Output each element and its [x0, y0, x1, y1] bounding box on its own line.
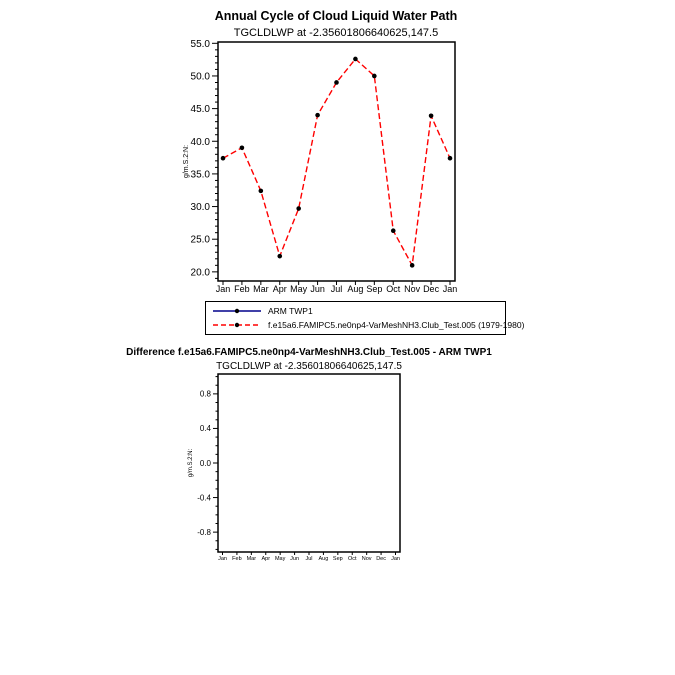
svg-text:45.0: 45.0 — [190, 104, 210, 116]
svg-text:0.0: 0.0 — [199, 458, 211, 468]
svg-text:0.4: 0.4 — [199, 424, 211, 434]
svg-text:20.0: 20.0 — [190, 267, 210, 279]
svg-text:Jan: Jan — [442, 284, 458, 294]
svg-text:Oct: Oct — [386, 284, 401, 294]
svg-text:Aug: Aug — [318, 556, 329, 562]
legend-item-model — [206, 318, 525, 332]
legend-label-model: f.e15a6.FAMIPC5.ne0np4-VarMeshNH3.Club_Test.005 (1979-1980) — [268, 320, 525, 330]
svg-text:Nov: Nov — [404, 284, 421, 294]
legend-line-sample-model — [211, 319, 263, 331]
legend-label-obs: ARM TWP1 — [268, 306, 313, 316]
chart-subtitle: TGCLDLWP at -2.35601806640625,147.5 — [233, 27, 439, 39]
svg-text:Dec: Dec — [376, 556, 386, 562]
svg-text:Jul: Jul — [330, 284, 343, 294]
chart-title: Annual Cycle of Cloud Liquid Water Path — [214, 9, 458, 23]
difference-chart — [126, 345, 545, 575]
svg-text:Jun: Jun — [310, 284, 325, 294]
difference-plot — [175, 370, 475, 580]
svg-text:Jan: Jan — [391, 556, 400, 562]
svg-text:Apr: Apr — [261, 556, 271, 562]
svg-text:30.0: 30.0 — [190, 202, 210, 214]
svg-text:Jul: Jul — [305, 556, 313, 562]
svg-text:Aug: Aug — [347, 284, 364, 294]
difference-chart-title: Difference f.e15a6.FAMIPC5.ne0np4-VarMeshNH3.Club_Test.005 - ARM TWP1 — [126, 347, 492, 358]
svg-text:50.0: 50.0 — [190, 71, 210, 83]
annual-cycle-plot — [175, 36, 475, 306]
svg-text:g/m.S.2:N:: g/m.S.2:N: — [183, 144, 190, 179]
svg-text:Jan: Jan — [218, 556, 227, 562]
svg-text:g/m.S.2:N:: g/m.S.2:N: — [188, 448, 194, 478]
svg-text:Sep: Sep — [332, 556, 343, 562]
svg-text:Feb: Feb — [234, 284, 250, 294]
svg-text:Sep: Sep — [366, 284, 383, 294]
difference-chart-subtitle: TGCLDLWP at -2.35601806640625,147.5 — [216, 361, 402, 372]
svg-text:Nov: Nov — [361, 556, 372, 562]
svg-text:Jun: Jun — [290, 556, 300, 562]
svg-text:Dec: Dec — [423, 284, 440, 294]
svg-text:0.8: 0.8 — [199, 389, 211, 399]
svg-text:Mar: Mar — [253, 284, 269, 294]
svg-text:Oct: Oct — [347, 556, 357, 562]
svg-text:35.0: 35.0 — [190, 169, 210, 181]
svg-text:40.0: 40.0 — [190, 136, 210, 148]
svg-text:55.0: 55.0 — [190, 38, 210, 50]
svg-text:25.0: 25.0 — [190, 234, 210, 246]
svg-text:May: May — [290, 284, 308, 294]
svg-text:-0.4: -0.4 — [197, 493, 211, 503]
svg-text:May: May — [274, 556, 286, 562]
legend — [205, 301, 525, 335]
annual-cycle-chart — [175, 6, 545, 341]
svg-text:-0.8: -0.8 — [197, 527, 211, 537]
svg-text:Mar: Mar — [246, 556, 257, 562]
legend-item-obs — [206, 304, 505, 318]
legend-line-sample-obs — [211, 305, 263, 317]
svg-text:Apr: Apr — [272, 284, 287, 294]
svg-text:Jan: Jan — [215, 284, 231, 294]
svg-text:Feb: Feb — [232, 556, 242, 562]
